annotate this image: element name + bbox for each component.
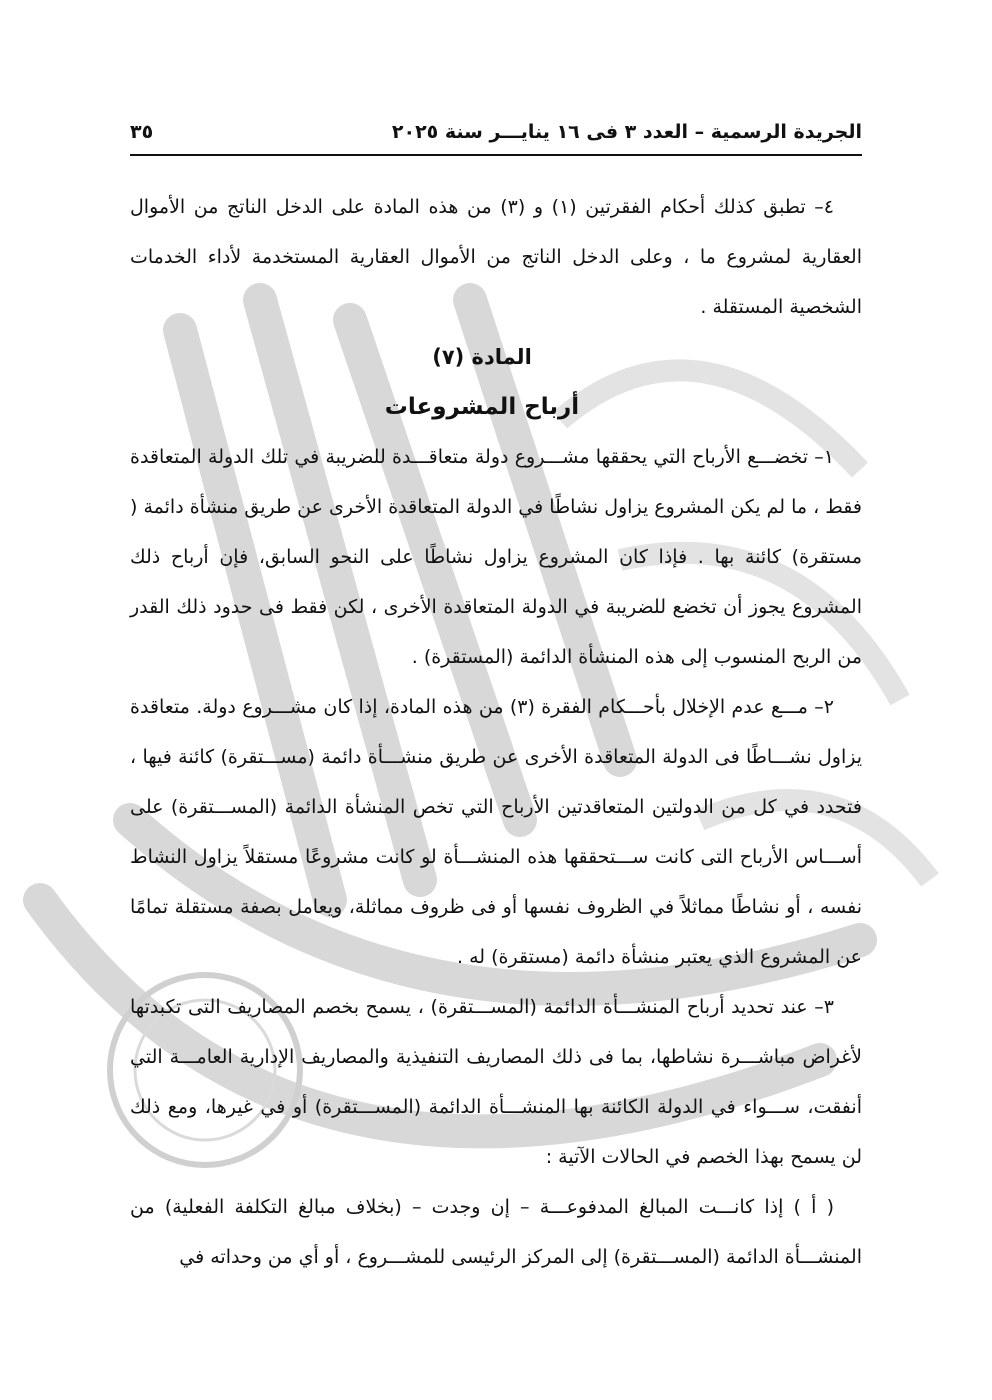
article-heading: المادة (٧) (432, 345, 532, 369)
document-body (130, 182, 862, 1282)
paragraph-1: ١– تخضـــع الأرباح التي يحققها مشـــروع دولة متعاقـــدة للضريبة في تلك الدولة المتعاقدة فقط ، ما لم يكن المشروع يزاول نشاطًا في الدولة المتعاقدة الأخرى عن طريق منشأة دائمة ( مستقرة) كائنة بها . فإذا كان المشروع يزاول نشاطًا على النحو السابق، فإن أرباح ذلك المشروع يجوز أن تخضع للضريبة في الدولة المتعاقدة الأخرى ، لكن فقط فى حدود ذلك القدر من الربح المنسوب إلى هذه المنشأة الدائمة (المستقرة) . (130, 446, 862, 668)
page-number: ٣٥ (130, 121, 154, 143)
paragraph-3: ٣– عند تحديد أرباح المنشـــأة الدائمة (المســـتقرة) ، يسمح بخصم المصاريف التى تكبدتها لأغراض مباشـــرة نشاطها، بما فى ذلك المصاريف التنفيذية والمصاريف الإدارية العامـــة التي أنفقت، ســـواء في الدولة الكائنة بها المنشـــأة الدائمة (المســـتقرة) أو في غيرها، ومع ذلك لن يسمح بهذا الخصم في الحالات الآتية : (130, 996, 862, 1168)
article-title: أرباح المشروعات (384, 394, 580, 420)
page-header (130, 112, 862, 152)
paragraph-4: ٤– تطبق كذلك أحكام الفقرتين (١) و (٣) من هذه المادة على الدخل الناتج من الأموال العقارية لمشروع ما ، وعلى الدخل الناتج من الأموال العقارية المستخدمة لأداء الخدمات الشخصية المستقلة . (130, 196, 862, 318)
paragraph-2: ٢– مـــع عدم الإخلال بأحـــكام الفقرة (٣) من هذه المادة، إذا كان مشـــروع دولة. متعاقدة يزاول نشـــاطًا فى الدولة المتعاقدة الأخرى عن طريق منشـــأة دائمة (مســـتقرة) كائنة فيها ، فتحدد في كل من الدولتين المتعاقدتين الأرباح التي تخص المنشأة الدائمة (المســـتقرة) على أســـاس الأرباح التى كانت ســـتحققها هذه المنشـــأة لو كانت مشروعًا مستقلاً يزاول النشاط نفسه ، أو نشاطًا مماثلاً في الظروف نفسها أو فى ظروف مماثلة، ويعامل بصفة مستقلة تمامًا عن المشروع الذي يعتبر منشأة دائمة (مستقرة) له . (130, 696, 862, 968)
header-title: الجريدة الرسمية – العدد ٣ فى ١٦ ينايـــر سنة ٢٠٢٥ (391, 121, 862, 143)
header-rule (130, 154, 862, 156)
paragraph-a: ( أ ) إذا كانـــت المبالغ المدفوعـــة – إن وجدت – (بخلاف مبالغ التكلفة الفعلية) من المنشـــأة الدائمة (المســـتقرة) إلى المركز الرئيسى للمشـــروع ، أو أي من وحداته في (130, 1196, 862, 1268)
